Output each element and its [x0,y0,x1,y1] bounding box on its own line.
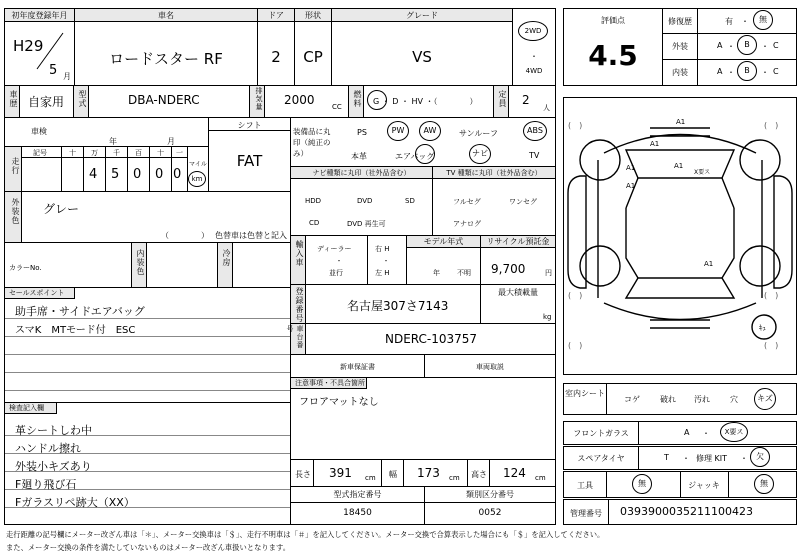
doors-value: 2 [271,48,281,66]
tools-box [563,471,797,498]
mgmt-value: 0393900035211100423 [620,505,753,518]
color-no-row [4,242,291,288]
first-reg-year: H29 [13,37,44,55]
warranty-box [290,354,425,378]
mileage-mile: マイル [189,161,207,168]
usage-value: 自家用 [28,95,65,109]
grades-box: 修復歴 有 ・ 無 外装 A ・ B ・ C 内装 A ・ B ・ C [662,8,797,86]
recycle-value: 9,700 [491,262,526,276]
import-left: 左 H [375,269,390,277]
capacity-unit: 人 [543,104,550,112]
footer-line-2: また、メーター交換の条件を満たしていないものはメーター改ざん車扱いとなります。 [6,543,290,552]
fuel-label: 燃料 [349,86,363,117]
mileage-digit-2: 5 [111,167,120,182]
model-year-label: モデル年式 [407,236,480,248]
spare-box: スペアタイヤ T ・ 修理 KIT ・ 欠 [563,446,797,470]
sales-point-line-2: スマK MTモード付 ESC [15,325,136,336]
interior-color-label: 内装色 [132,243,146,287]
type-designation-box [290,486,425,525]
reizou-label: 冷房 [218,243,232,287]
recycle-unit: 円 [545,269,552,277]
car-diagram [564,98,796,374]
car-name-label: 車名 [75,9,257,22]
glass-box [563,421,797,445]
tv-oneseg: ワンセグ [509,198,537,206]
shaken-month: 月 [167,137,175,146]
first-reg-month: 5 [49,63,58,78]
notes-label: 注意事項・不具合箇所 [291,378,367,389]
type-designation-label: 型式指定番号 [291,489,424,503]
first-reg-month-unit: 月 [63,72,71,81]
sales-point-box [4,287,291,403]
first-reg-label: 初年度登録年月 [5,9,74,22]
inspection-line-4: F廻り飛び石 [15,478,77,491]
tools-value: 無 [632,474,652,494]
seat-yogore: 汚れ [694,395,710,404]
interior-a: A [717,67,723,76]
equip-airbag-circle [415,144,435,164]
usage-label: 車歴 [5,86,19,117]
mark-kyu: ｷｭ [759,324,766,332]
model-year-box [406,235,481,285]
tv-label: TV 種類に丸印（社外品含む） [433,167,555,179]
mark-a1-left-2: A1 [626,182,636,190]
exterior-b: B [737,35,757,55]
mileage-digit-1: 4 [89,167,98,182]
mileage-h-kigou: 記号 [33,149,47,157]
shaken-year: 年 [109,137,117,146]
mark-x: X要ス [694,169,711,176]
length-unit: cm [365,474,376,482]
evaluation-score: 4.5 [588,39,638,72]
tv-fullseg: フルセグ [453,198,481,206]
svg-text:( ): ( ) [568,121,583,130]
seat-label: 室内シート [565,389,605,398]
chassis-box [286,323,556,355]
shift-label: シフト [237,121,262,130]
first-reg-cell [4,8,75,86]
navi-cd: CD [309,219,320,227]
type-designation-value: 18450 [343,508,372,518]
dims-row [290,459,556,487]
manual-box [424,354,556,378]
inspection-box [4,402,291,525]
car-name-cell [74,8,258,86]
chassis-value: NDERC-103757 [385,332,478,346]
color-row [4,191,291,243]
shape-cell [294,8,332,86]
mileage-h-1k: 千 [113,149,120,157]
glass-mark: X要ス [720,422,748,442]
spare-kit: 修理 KIT [696,454,728,463]
model-value: DBA-NDERC [128,93,200,107]
navi-label: ナビ種類に丸印（社外品含む） [291,167,432,179]
width-label: 幅 [389,470,397,479]
equipment-label: 装備品に丸印（純正のみ） [293,127,331,158]
seat-box [563,383,797,415]
chassis-label: 車台番号 [291,324,305,354]
grade-cell [331,8,513,86]
class-number-box [424,486,556,525]
registration-box [290,284,481,324]
equip-navi: ナビ [469,144,491,164]
mileage-digit-4: 0 [155,167,164,182]
interior-b: B [737,61,757,81]
import-right: 右 H [375,245,390,253]
model-label: 型式 [74,86,88,117]
width-value: 173 [417,466,440,480]
sales-line-2-rule [5,336,290,337]
max-load-label: 最大積載量 [498,288,538,297]
drive-cell [512,8,556,86]
repair-no: 無 [753,10,773,30]
exterior-a: A [717,41,723,50]
equip-ps: PS [357,128,367,137]
navi-dvd: DVD [357,197,373,205]
model-year-year: 年 [433,269,440,277]
inspection-line-2: ハンドル擦れ [15,442,81,455]
mark-a1-top: A1 [676,118,686,126]
equip-abs: ABS [523,121,547,141]
import-parallel: 並行 [329,269,343,277]
car-name-value: ロードスター RF [109,50,223,68]
sales-point-line-1: 助手席・サイドエアバッグ [15,305,145,318]
capacity-value: 2 [522,93,530,107]
displacement-label: 排気量 [250,86,264,117]
grade-label: グレード [332,9,512,22]
capacity-label: 定員 [494,86,508,117]
mark-a1-left-3: A1 [674,162,684,170]
height-value: 124 [503,466,526,480]
inspection-line-3: 外装小キズあり [15,460,92,473]
svg-text:( ): ( ) [568,341,583,350]
inspection-label: 検査記入欄 [5,403,57,414]
recycle-label: リサイクル預託金 [481,236,555,248]
exterior-c: C [773,41,779,50]
class-number-value: 0052 [478,508,502,518]
doors-cell [257,8,295,86]
import-dealer: ディーラー [317,245,352,253]
shift-cell [208,117,291,192]
spare-label: スペアタイヤ [577,454,625,463]
shape-label: 形状 [295,9,331,22]
equip-leather: 本革 [351,152,367,161]
inspection-line-1: 革シートしわ中 [15,424,92,437]
evaluation-label: 評価点 [601,16,625,25]
mark-a1-roof: A1 [650,140,660,148]
mileage-h-100: 百 [135,149,142,157]
inspection-line-5: Fガラスリペ跡大（XX） [15,496,135,509]
footer-line-1: 走行距離の記号欄にメーター改ざん車は「＊」、メーター交換車は「＄」、走行不明車は「＃」を記入してください。メーター交換で合算表示した場合にも「＄」を記入してください。 [6,530,605,539]
height-label: 高さ [471,470,487,479]
mileage-h-10: 十 [157,149,164,157]
length-value: 391 [329,466,352,480]
spare-none: 欠 [750,447,770,467]
jack-label: ジャッキ [688,481,720,490]
mgmt-box [563,499,797,525]
recycle-box [480,235,556,285]
interior-grade-label: 内装 [672,68,688,77]
color-note: 色替車は色替と記入 [215,231,287,240]
color-value: グレー [43,202,80,216]
drive-2wd: 2WD [518,21,548,41]
navi-box [290,166,433,236]
mileage-h-10m: 十 [69,149,76,157]
navi-hdd: HDD [305,197,322,205]
doors-label: ドア [258,9,294,22]
manual-label: 車両取説 [476,363,504,371]
mileage-digit-5: 0 [173,167,182,182]
svg-text:( ): ( ) [764,341,779,350]
svg-text:( ): ( ) [764,291,779,300]
svg-text:( ): ( ) [764,121,779,130]
registration-label: 登録番号 [291,285,305,323]
glass-grade: A [684,428,690,437]
equip-tv: TV [529,151,540,160]
seat-koge: コゲ [624,395,640,404]
length-label: 長さ [295,470,311,479]
width-unit: cm [449,474,460,482]
mileage-km: km [188,171,206,187]
drive-4wd: 4WD [525,67,543,75]
equip-airbag: エアバッグ [395,152,435,161]
mileage-digit-3: 0 [133,167,142,182]
mgmt-label: 管理番号 [570,509,602,518]
navi-sd: SD [405,197,415,205]
grade-value: VS [412,48,432,66]
sales-point-label: セールスポイント [5,288,75,299]
class-number-label: 類別区分番号 [425,489,555,503]
mileage-label: 走行 [5,147,21,191]
car-diagram-box [563,97,797,375]
equipment-box [290,117,556,167]
exterior-label: 外装 [672,42,688,51]
shape-value: CP [303,48,323,66]
shift-value: FAT [236,152,263,170]
mark-a1-left-1: A1 [626,164,636,172]
glass-label: フロントガラス [573,429,629,438]
tv-analog: アナログ [453,220,481,228]
mileage-h-10k: 万 [91,149,98,157]
notes-box [290,377,556,460]
color-no-label: カラーNo. [9,264,42,272]
max-load-box [480,284,556,324]
displacement-value: 2000 [284,93,315,107]
glass-sep: ・ [702,429,710,438]
mileage-row [4,146,209,192]
tools-label: 工具 [577,481,593,490]
shaken-label: 車検 [31,127,47,136]
equip-sunroof: サンルーフ [459,129,498,138]
equip-pw: PW [387,121,409,141]
mark-a1-right: A1 [704,260,714,268]
mileage-h-1: 一 [176,149,183,157]
repair-label: 修復歴 [668,17,692,26]
seat-ana: 穴 [730,395,738,404]
jack-value: 無 [754,474,774,494]
drive-dot: ・ [530,52,538,61]
max-load-unit: kg [543,313,552,321]
svg-text:( ): ( ) [568,291,583,300]
import-label: 輸入車 [291,236,305,284]
displacement-unit: CC [332,103,342,111]
color-paren: （ ） [161,231,209,240]
repair-yes: 有 [725,17,733,26]
equip-aw: AW [419,121,441,141]
spare-t: T [664,453,669,462]
height-unit: cm [535,474,546,482]
registration-value: 名古屋307さ7143 [347,299,449,313]
model-year-unknown: 不明 [457,269,471,277]
color-label: 外装色 [5,192,21,242]
shaken-row [4,117,209,147]
evaluation-box [563,8,663,86]
fuel-options: G ・ D ・ HV ・（ ） [373,97,478,106]
seat-yabure: 破れ [660,395,676,404]
interior-c: C [773,67,779,76]
import-box: 輸入車 ディーラー ・ 並行 右 H ・ 左 H [290,235,407,285]
navi-dvd-play: DVD 再生可 [347,220,386,228]
warranty-label: 新車保証書 [340,363,375,371]
notes-value: フロアマットなし [299,397,379,408]
seat-kizu: キズ [754,388,776,410]
tv-box [432,166,556,236]
